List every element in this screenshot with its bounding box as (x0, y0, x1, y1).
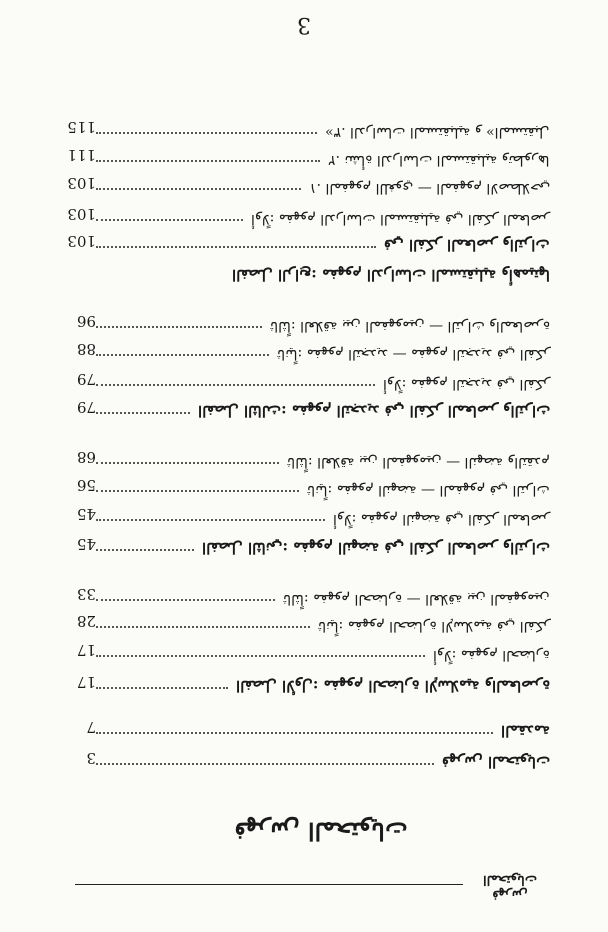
toc-heading-row (60, 398, 550, 420)
toc-page-number: 103 (67, 205, 96, 223)
toc-row (60, 370, 550, 392)
toc-leader-dots (96, 384, 375, 386)
toc-entry-text: ﺛﺎﻟﺜﺎً: ﺍﻟﻌﻼﻗﺔ ﺑﻴﻦ ﺍﻟﻤﻔﻬﻮﻣﻴﻦ — ﺍﻟﻨﻬﻀﺔ ﻭﺍﻟﺘﻘﺪﻡ (287, 454, 550, 470)
toc-row (60, 505, 550, 527)
toc-entry-text: ﺍﻟﻤﻘﺪﻣﺔ (501, 722, 550, 740)
toc-page-number: 115 (67, 118, 96, 136)
toc-page-number: 45 (76, 505, 96, 523)
toc-leader-dots (96, 599, 275, 601)
toc-entry-text: ٣. ﺍﻟﺪﺭﺍﺳﺎﺕ ﺍﻟﻤﺴﺘﻘﺒﻠﻴﺔ ﻭ «ﺍﻟﻤﺴﺘﻘﺒﻞ» (325, 124, 550, 140)
toc-heading-row (60, 673, 550, 695)
toc-entry-text: ﻓﻲ ﺍﻟﻔﻜﺮ ﺍﻟﻤﻌﺎﺻﺮ ﻭﺍﻟﺘﺮﺍﺙ (384, 236, 550, 254)
toc-row (60, 585, 550, 607)
toc-entry-text: ﺍﻟﻔﺼﻞ ﺍﻟﺮﺍﺑﻊ: ﻣﻔﻬﻮﻡ ﺍﻟﺪﺭﺍﺳﺎﺕ ﺍﻟﻤﺴﺘﻘﺒﻠﻴﺔ ﻭﺃﻫﻤﻴﺘﻬﺎ (231, 266, 550, 284)
toc-leader-dots (96, 519, 325, 521)
toc-heading-row (60, 262, 550, 284)
toc-page-number: 68 (76, 448, 96, 466)
toc-leader-dots (96, 188, 301, 190)
toc-heading-row (60, 718, 550, 740)
toc-page-number: 111 (67, 146, 96, 164)
toc-leader-dots (96, 687, 228, 689)
toc-row (60, 174, 550, 196)
toc-row (60, 612, 550, 634)
toc-leader-dots (96, 549, 194, 551)
toc-leader-dots (96, 655, 425, 657)
toc-entry-text: ﺛﺎﻟﺜﺎً: ﻣﻔﻬﻮﻡ ﺍﻟﺤﻀﺎﺭﺓ — ﺍﻟﻌﻼﻗﺔ ﺑﻴﻦ ﺍﻟﻤﻔﻬﻮﻣﻴﻦ (283, 591, 550, 607)
toc-leader-dots (96, 160, 320, 162)
toc-heading-row (60, 535, 550, 557)
toc-leader-dots (96, 219, 243, 221)
toc-leader-dots (96, 246, 376, 248)
toc-entry-text: ﺃﻭﻻً: ﻣﻔﻬﻮﻡ ﺍﻟﺪﺭﺍﺳﺎﺕ ﺍﻟﻤﺴﺘﻘﺒﻠﻴﺔ ﻓﻲ ﺍﻟﻔﻜﺮ ﺍﻟﻤﻌﺎﺻﺮ (251, 211, 550, 227)
toc-heading-row (60, 232, 550, 254)
toc-entry-text: ﺃﻭﻻً: ﻣﻔﻬﻮﻡ ﺍﻟﻨﻬﻀﺔ ﻓﻲ ﺍﻟﻔﻜﺮ ﺍﻟﻤﻌﺎﺻﺮ (333, 511, 550, 527)
toc-entry-text: ﺍﻟﻔﺼﻞ ﺍﻷﻭﻝ: ﻣﻔﻬﻮﻡ ﺍﻟﺤﻀﺎﺭﺓ ﺍﻹﺳﻼﻣﻴﺔ ﻭﺍﻟﻤﻌﺎﺻﺮﺓ (235, 677, 550, 695)
toc-leader-dots (96, 354, 269, 356)
toc-row (60, 118, 550, 140)
toc-row (60, 448, 550, 470)
toc-row (60, 312, 550, 334)
toc-leader-dots (96, 412, 190, 414)
toc-entry-text: ﺛﺎﻧﻴﺎً: ﻣﻔﻬﻮﻡ ﺍﻟﺘﺠﺪﻳﺪ — ﻣﻔﻬﻮﻡ ﺍﻟﺘﺠﺪﻳﺪ ﻓﻲ ﺍﻟﻔﻜﺮ (276, 346, 550, 362)
running-footer-title: ﻓﻬﺮﺱ ﺍﻟﻤﺤﺘﻮﻳﺎﺕ (483, 872, 537, 902)
toc-page-number: 79 (76, 398, 96, 416)
toc-page-number: 33 (76, 585, 96, 603)
page-title: ﻓﻬﺮﺱ ﺍﻟﻤﺤﺘﻮﻳﺎﺕ (234, 817, 408, 846)
toc-page-number: 28 (76, 612, 96, 630)
toc-page-number: 3 (86, 749, 96, 767)
toc-page-number: 96 (76, 312, 96, 330)
toc-entry-text: ١. ﺍﻟﻤﻔﻬﻮﻡ ﺍﻟﻠﻐﻮﻱ — ﺍﻟﻤﻔﻬﻮﻡ ﺍﻻﺻﻄﻼﺣﻲ (308, 180, 550, 196)
toc-leader-dots (96, 462, 279, 464)
footer-divider (75, 884, 463, 885)
toc-row (60, 340, 550, 362)
toc-entry-text: ٢. ﻧﺸﺄﺓ ﺍﻟﺪﺭﺍﺳﺎﺕ ﺍﻟﻤﺴﺘﻘﺒﻠﻴﺔ ﻭﺗﻄﻮﺭﻫﺎ (328, 152, 550, 168)
toc-entry-text: ﺃﻭﻻً: ﻣﻔﻬﻮﻡ ﺍﻟﺘﺠﺪﻳﺪ ﻓﻲ ﺍﻟﻔﻜﺮ (382, 376, 550, 392)
toc-page-number: 17 (76, 641, 96, 659)
toc-page-number: 103 (67, 232, 96, 250)
toc-entry-text: ﺃﻭﻻً: ﻣﻔﻬﻮﻡ ﺍﻟﺤﻀﺎﺭﺓ (433, 647, 550, 663)
toc-entry-text: ﺛﺎﻟﺜﺎً: ﺍﻟﻌﻼﻗﺔ ﺑﻴﻦ ﺍﻟﻤﻔﻬﻮﻣﻴﻦ — ﺍﻟﺘﺮﺍﺙ ﻭﺍﻟﻤﻌﺎﺻﺮﺓ (269, 318, 550, 334)
page-number: 3 (297, 12, 311, 37)
toc-entry-text: ﺛﺎﻧﻴﺎً: ﻣﻔﻬﻮﻡ ﺍﻟﻨﻬﻀﺔ — ﺍﻟﻤﻔﻬﻮﻡ ﻓﻲ ﺍﻟﺘﺮﺍﺙ (307, 482, 550, 498)
toc-row (60, 146, 550, 168)
toc-leader-dots (96, 763, 434, 765)
toc-row (60, 476, 550, 498)
toc-entry-text: ﺍﻟﻔﺼﻞ ﺍﻟﺜﺎﻟﺚ: ﻣﻔﻬﻮﻡ ﺍﻟﺘﺠﺪﻳﺪ ﻓﻲ ﺍﻟﻔﻜﺮ ﺍﻟﻤﻌﺎﺻﺮ ﻭﺍﻟﺘﺮﺍﺙ (197, 402, 550, 420)
toc-entry-text: ﺛﺎﻧﻴﺎً: ﻣﻔﻬﻮﻡ ﺍﻟﺤﻀﺎﺭﺓ ﺍﻹﺳﻼﻣﻴﺔ ﻓﻲ ﺍﻟﻔﻜﺮ (317, 618, 550, 634)
toc-page-number: 17 (76, 673, 96, 691)
toc-entry-text: ﻓﻬﺮﺱ ﺍﻟﻤﺤﺘﻮﻳﺎﺕ (441, 753, 550, 771)
toc-entry-text: ﺍﻟﻔﺼﻞ ﺍﻟﺜﺎﻧﻲ: ﻣﻔﻬﻮﻡ ﺍﻟﻨﻬﻀﺔ ﻓﻲ ﺍﻟﻔﻜﺮ ﺍﻟﻤﻌﺎﺻﺮ ﻭﺍﻟﺘﺮﺍﺙ (202, 539, 550, 557)
toc-page-number: 7 (86, 718, 96, 736)
toc-row (60, 205, 550, 227)
toc-leader-dots (96, 132, 317, 134)
toc-page-number: 103 (67, 174, 96, 192)
toc-leader-dots (96, 732, 493, 734)
toc-row (60, 641, 550, 663)
toc-page-number: 79 (76, 370, 96, 388)
toc-leader-dots (96, 490, 299, 492)
toc-page-number: 88 (76, 340, 96, 358)
toc-page-number: 45 (76, 535, 96, 553)
toc-page-number: 56 (76, 476, 96, 494)
toc-heading-row (60, 749, 550, 771)
toc-leader-dots (96, 626, 310, 628)
toc-leader-dots (96, 326, 262, 328)
